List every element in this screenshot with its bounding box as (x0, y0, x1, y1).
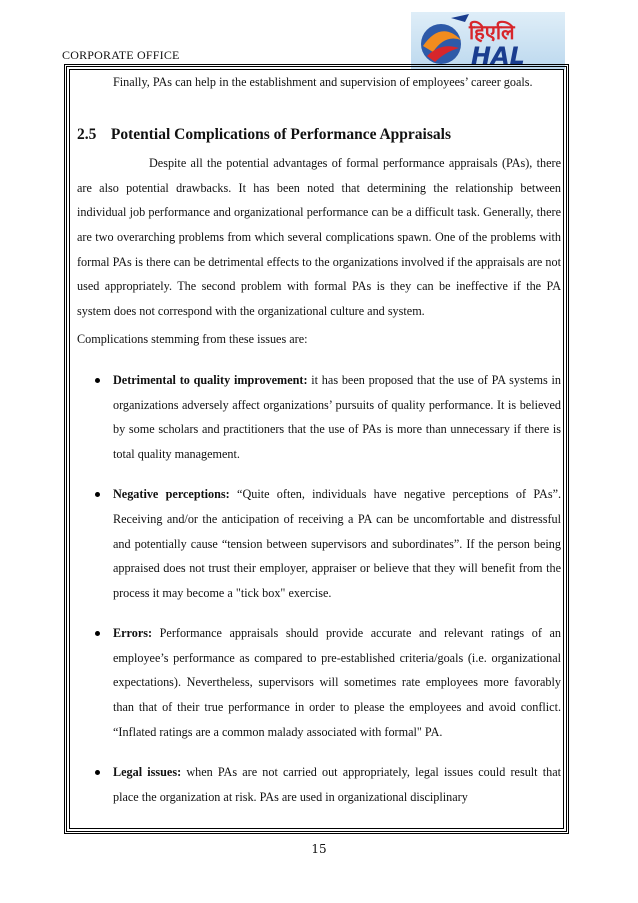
header-office-label: CORPORATE OFFICE (62, 48, 180, 62)
bullet-text: when PAs are not carried out appropriately, legal issues could result that place the organization at risk. PAs are used in organizational disciplinary (113, 765, 561, 804)
hal-logo-graphic (411, 12, 565, 70)
list-item (77, 621, 561, 744)
section-number: 2.5 (77, 125, 97, 143)
page-number: 15 (311, 842, 327, 856)
bullet-icon (95, 492, 100, 497)
bullet-icon (95, 631, 100, 636)
section-paragraph: Despite all the potential advantages of formal performance appraisals (PAs), there are also potential drawbacks. It has been noted that determining the relationship between individual job performance and organizational performance can be a difficult task. Generally, there are two overarching problems from which several complications spawn. One of the problems with formal PAs is there can be detrimental effects to the organizations involved if the appraisals are not used appropriately. The second problem with formal PAs is they can be ineffective if the PA system does not correspond with the organizational culture and system. (77, 156, 561, 318)
list-item (77, 760, 561, 809)
complications-intro: Complications stemming from these issues are: (77, 332, 308, 347)
list-item (77, 482, 561, 605)
section-heading (77, 123, 561, 148)
bullet-text: Performance appraisals should provide accurate and relevant ratings of an employee’s performance as compared to pre-established criteria/goals (i.e. organizational expectations). Nevertheless, supervisors will sometimes rate employees more favorably than that of their true performance in order to please the employees and avoid conflict. “Inflated ratings are a common malady associated with formal" PA. (113, 626, 561, 739)
carryover-paragraph: Finally, PAs can help in the establishment and supervision of employees’ career goals. (113, 75, 533, 89)
list-item (77, 368, 561, 466)
logo-hindi-text: हिएलि (469, 20, 515, 44)
bullet-title: Detrimental to quality improvement: (113, 372, 308, 387)
logo-hal-text: HAL (471, 42, 525, 70)
bullet-title: Legal issues: (113, 765, 182, 780)
bullet-icon (95, 770, 100, 775)
bullet-icon (95, 378, 100, 383)
complications-list (77, 368, 561, 810)
bullet-text: “Quite often, individuals have negative perceptions of PAs”. Receiving and/or the anticipation of receiving a PA can be uncomfortable and distressful and potentially cause “tension between supervisors and subordinates”. If the person being appraised does not trust their employer, appraiser or believe that they will benefit from the process it may become a "tick box" exercise. (113, 487, 561, 600)
bullet-text: it has been proposed that the use of PA systems in organizations adversely affect organizations’ pursuits of quality performance. It is believed by some scholars and practitioners that the use of PAs is more than unnecessary if there is total quality management. (113, 372, 561, 461)
hal-logo (411, 12, 565, 70)
document-body (77, 70, 561, 809)
bullet-title: Errors: (113, 626, 153, 641)
bullet-title: Negative perceptions: (113, 487, 230, 502)
section-title: Potential Complications of Performance Appraisals (110, 125, 451, 143)
